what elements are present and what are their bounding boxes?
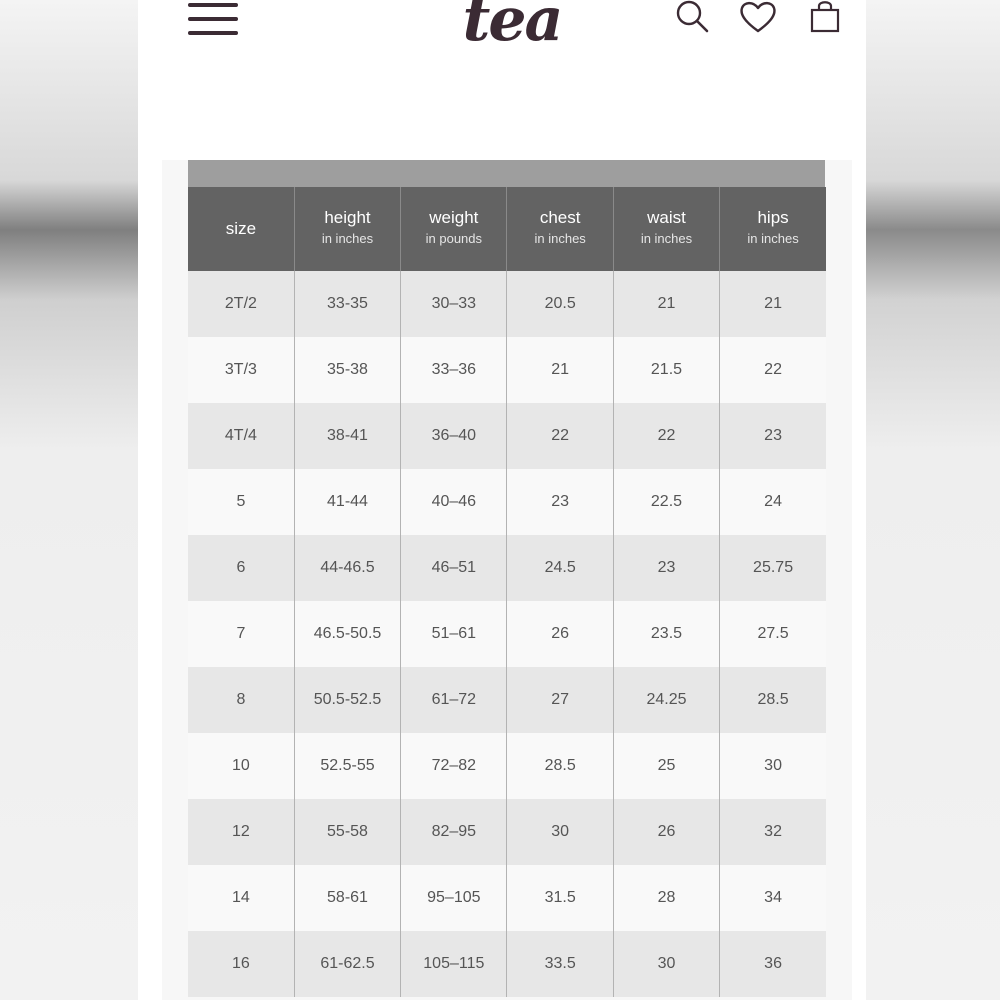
table-cell-size: 16 xyxy=(188,931,294,997)
table-cell-waist: 21.5 xyxy=(613,337,719,403)
column-header-chest xyxy=(507,187,613,271)
table-cell-chest: 22 xyxy=(507,403,613,469)
table-cell-height: 46.5-50.5 xyxy=(294,601,400,667)
table-row xyxy=(188,865,826,931)
table-cell-waist: 22.5 xyxy=(613,469,719,535)
column-unit: in inches xyxy=(534,231,586,246)
table-cell-chest: 31.5 xyxy=(507,865,613,931)
column-header-weight xyxy=(401,187,507,271)
wishlist-button[interactable] xyxy=(738,0,778,38)
header-row xyxy=(188,187,826,271)
table-cell-weight: 72–82 xyxy=(401,733,507,799)
table-cell-weight: 36–40 xyxy=(401,403,507,469)
table-cell-waist: 30 xyxy=(613,931,719,997)
table-cell-height: 52.5-55 xyxy=(294,733,400,799)
table-cell-weight: 46–51 xyxy=(401,535,507,601)
background-right xyxy=(866,0,1000,1000)
table-cell-waist: 23.5 xyxy=(613,601,719,667)
table-cell-height: 61-62.5 xyxy=(294,931,400,997)
column-label: waist xyxy=(647,208,686,227)
table-cell-waist: 25 xyxy=(613,733,719,799)
table-cell-height: 35-38 xyxy=(294,337,400,403)
table-row xyxy=(188,535,826,601)
menu-button[interactable] xyxy=(186,0,240,40)
site-header xyxy=(138,0,866,60)
table-cell-weight: 105–115 xyxy=(401,931,507,997)
table-cell-height: 41-44 xyxy=(294,469,400,535)
table-cell-hips: 28.5 xyxy=(720,667,826,733)
table-cell-size: 4T/4 xyxy=(188,403,294,469)
column-unit: in pounds xyxy=(425,231,483,246)
table-body xyxy=(188,271,826,997)
table-cell-weight: 33–36 xyxy=(401,337,507,403)
menu-icon xyxy=(188,3,238,7)
table-row xyxy=(188,799,826,865)
table-cell-waist: 28 xyxy=(613,865,719,931)
table-cell-chest: 21 xyxy=(507,337,613,403)
table-row xyxy=(188,403,826,469)
table-cell-chest: 30 xyxy=(507,799,613,865)
size-chart xyxy=(162,160,852,1000)
table-cell-height: 58-61 xyxy=(294,865,400,931)
column-label: chest xyxy=(539,208,581,227)
table-cell-hips: 22 xyxy=(720,337,826,403)
shopping-bag-icon xyxy=(806,0,846,38)
table-row xyxy=(188,337,826,403)
table-row xyxy=(188,733,826,799)
search-button[interactable] xyxy=(674,0,714,38)
table-cell-waist: 21 xyxy=(613,271,719,337)
background-left xyxy=(0,0,138,1000)
table-cell-height: 33-35 xyxy=(294,271,400,337)
table-row xyxy=(188,667,826,733)
table-cell-weight: 95–105 xyxy=(401,865,507,931)
brand-logo[interactable]: tea xyxy=(462,0,562,55)
table-cell-weight: 51–61 xyxy=(401,601,507,667)
table-cell-size: 3T/3 xyxy=(188,337,294,403)
table-cell-chest: 23 xyxy=(507,469,613,535)
table-cell-height: 38-41 xyxy=(294,403,400,469)
table-cell-size: 14 xyxy=(188,865,294,931)
table-cell-size: 10 xyxy=(188,733,294,799)
table-cell-size: 8 xyxy=(188,667,294,733)
column-label: size xyxy=(225,219,257,238)
table-cell-chest: 24.5 xyxy=(507,535,613,601)
table-row xyxy=(188,271,826,337)
table-cell-size: 6 xyxy=(188,535,294,601)
table-cell-size: 2T/2 xyxy=(188,271,294,337)
table-cell-hips: 23 xyxy=(720,403,826,469)
table-cell-hips: 36 xyxy=(720,931,826,997)
column-label: height xyxy=(324,208,371,227)
table-cell-hips: 24 xyxy=(720,469,826,535)
table-cell-waist: 23 xyxy=(613,535,719,601)
table-cell-size: 7 xyxy=(188,601,294,667)
column-unit: in inches xyxy=(640,231,693,246)
column-header-hips xyxy=(720,187,826,271)
table-cell-size: 5 xyxy=(188,469,294,535)
table-cell-chest: 33.5 xyxy=(507,931,613,997)
table-cell-size: 12 xyxy=(188,799,294,865)
table-cell-waist: 24.25 xyxy=(613,667,719,733)
table-cell-hips: 30 xyxy=(720,733,826,799)
menu-icon xyxy=(188,17,238,21)
table-cell-chest: 20.5 xyxy=(507,271,613,337)
table-cell-hips: 27.5 xyxy=(720,601,826,667)
table-cell-height: 44-46.5 xyxy=(294,535,400,601)
table-cell-waist: 22 xyxy=(613,403,719,469)
table-cell-chest: 28.5 xyxy=(507,733,613,799)
column-unit: in inches xyxy=(321,231,374,246)
table-cell-chest: 27 xyxy=(507,667,613,733)
table-cell-weight: 30–33 xyxy=(401,271,507,337)
heart-icon xyxy=(738,0,778,38)
table-cell-waist: 26 xyxy=(613,799,719,865)
search-icon xyxy=(674,0,714,38)
table-cell-hips: 34 xyxy=(720,865,826,931)
table-cell-height: 55-58 xyxy=(294,799,400,865)
table-row xyxy=(188,469,826,535)
column-header-size xyxy=(188,187,294,271)
table-cell-hips: 25.75 xyxy=(720,535,826,601)
cart-button[interactable] xyxy=(806,0,846,38)
table-cell-chest: 26 xyxy=(507,601,613,667)
table-cell-height: 50.5-52.5 xyxy=(294,667,400,733)
column-unit: in inches xyxy=(747,231,799,246)
column-header-height xyxy=(294,187,400,271)
column-header-waist xyxy=(613,187,719,271)
table-cell-hips: 32 xyxy=(720,799,826,865)
column-label: weight xyxy=(429,208,479,227)
table-row xyxy=(188,931,826,997)
menu-icon xyxy=(188,31,238,35)
size-chart-table xyxy=(188,187,826,997)
table-cell-hips: 21 xyxy=(720,271,826,337)
column-label: hips xyxy=(757,208,789,227)
table-row xyxy=(188,601,826,667)
table-cell-weight: 40–46 xyxy=(401,469,507,535)
page-container xyxy=(138,0,866,1000)
size-chart-top-bar xyxy=(188,160,825,187)
table-cell-weight: 61–72 xyxy=(401,667,507,733)
table-cell-weight: 82–95 xyxy=(401,799,507,865)
